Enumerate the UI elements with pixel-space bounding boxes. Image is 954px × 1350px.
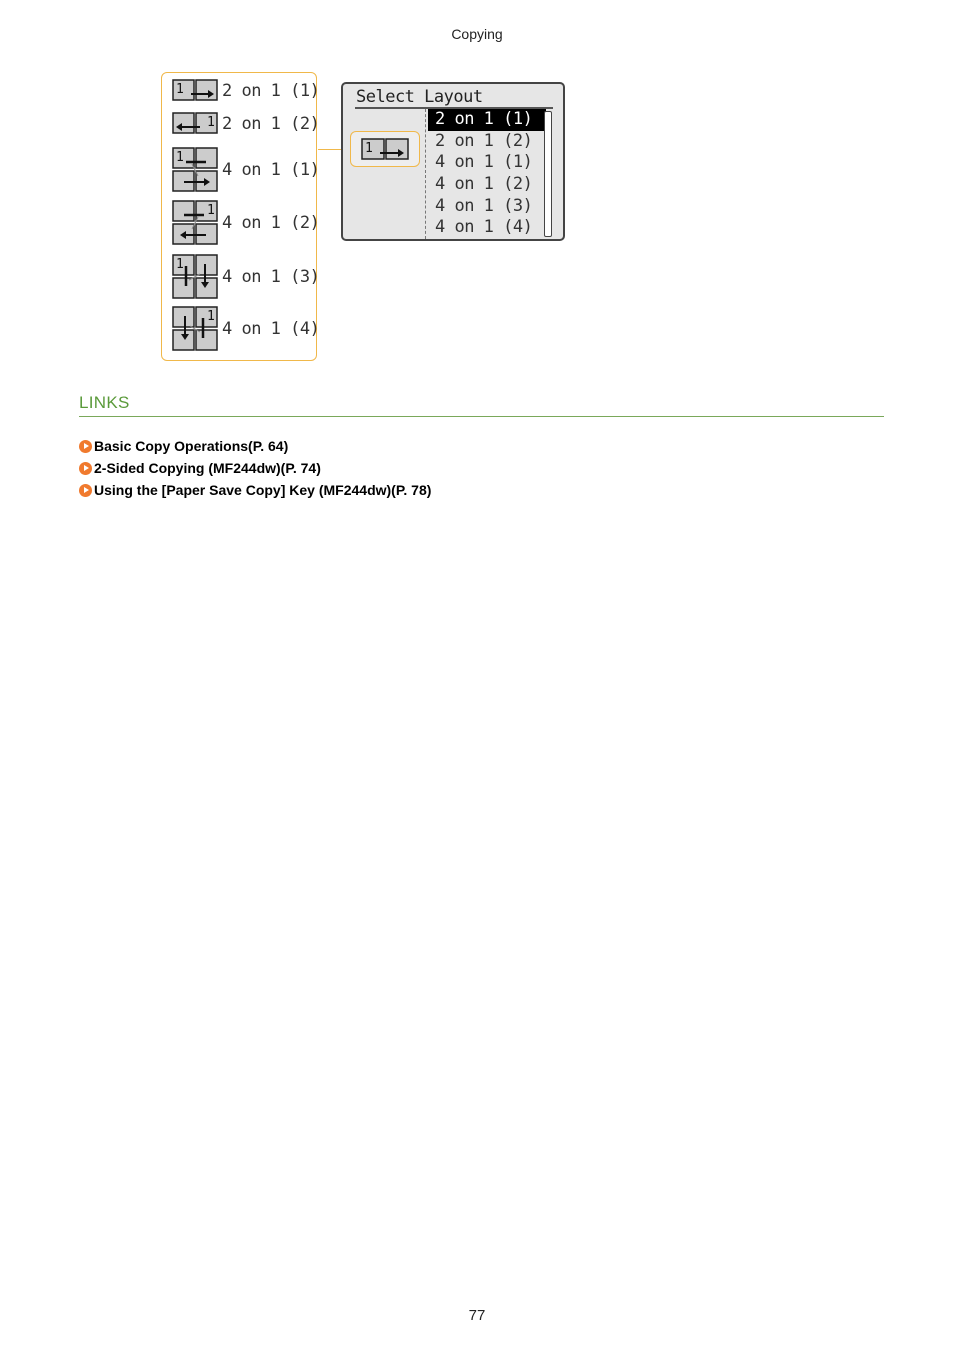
layout-2on1-2-icon <box>172 112 218 136</box>
layout-4on1-2-icon <box>172 200 218 246</box>
lcd-option-4on1-2[interactable]: 4 on 1 (2) <box>435 174 533 195</box>
page-number: 77 <box>468 1307 486 1324</box>
layout-preview-icon <box>361 137 409 161</box>
lcd-option-2on1-1[interactable]: 2 on 1 (1) <box>428 109 546 131</box>
legend-row-4on1-3 <box>172 254 319 300</box>
links-heading: LINKS <box>79 393 130 412</box>
lcd-scrollbar[interactable] <box>544 111 552 237</box>
lcd-layout-preview <box>350 131 420 167</box>
arrow-circle-icon <box>79 462 92 475</box>
arrow-circle-icon <box>79 440 92 453</box>
layout-4on1-4-icon <box>172 306 218 352</box>
svg-text:1: 1 <box>207 115 215 130</box>
link-paper-save-copy-key[interactable] <box>79 479 431 501</box>
legend-label: 4 on 1 (1) <box>222 160 320 180</box>
legend-label: 2 on 1 (2) <box>222 114 320 134</box>
legend-row-2on1-1 <box>172 79 319 103</box>
svg-text:1: 1 <box>207 203 215 218</box>
legend-label: 4 on 1 (4) <box>222 319 320 339</box>
legend-row-2on1-2 <box>172 112 319 136</box>
legend-label: 4 on 1 (3) <box>222 267 320 287</box>
layout-4on1-1-icon <box>172 147 218 193</box>
svg-text:1: 1 <box>176 82 184 97</box>
layout-4on1-3-icon <box>172 254 218 300</box>
links-list <box>79 435 431 501</box>
link-basic-copy-operations[interactable] <box>79 435 431 457</box>
svg-text:1: 1 <box>207 309 215 324</box>
legend-row-4on1-2 <box>172 200 319 246</box>
lcd-option-4on1-3[interactable]: 4 on 1 (3) <box>435 195 533 216</box>
running-header: Copying <box>451 26 503 42</box>
lcd-title: Select Layout <box>356 87 483 107</box>
lcd-option-2on1-2[interactable]: 2 on 1 (2) <box>435 130 533 151</box>
lcd-divider <box>425 109 426 239</box>
svg-text:1: 1 <box>176 150 184 165</box>
legend-row-4on1-4 <box>172 306 319 352</box>
links-rule <box>79 416 884 417</box>
legend-label: 2 on 1 (1) <box>222 81 320 101</box>
legend-label: 4 on 1 (2) <box>222 213 320 233</box>
lcd-layout-list[interactable] <box>428 109 546 239</box>
lcd-option-4on1-1[interactable]: 4 on 1 (1) <box>435 152 533 173</box>
legend-row-4on1-1 <box>172 147 319 193</box>
link-text[interactable]: Basic Copy Operations(P. 64) <box>94 438 289 454</box>
lcd-screen <box>341 82 565 241</box>
arrow-circle-icon <box>79 484 92 497</box>
link-text[interactable]: 2-Sided Copying (MF244dw)(P. 74) <box>94 460 321 476</box>
link-2-sided-copying[interactable] <box>79 457 431 479</box>
layout-legend <box>161 72 320 361</box>
preview-page-number: 1 <box>365 141 373 156</box>
link-text[interactable]: Using the [Paper Save Copy] Key (MF244dw)(P. 78) <box>94 482 432 498</box>
svg-text:1: 1 <box>176 257 184 272</box>
lcd-option-4on1-4[interactable]: 4 on 1 (4) <box>435 217 533 238</box>
layout-2on1-1-icon <box>172 79 218 103</box>
